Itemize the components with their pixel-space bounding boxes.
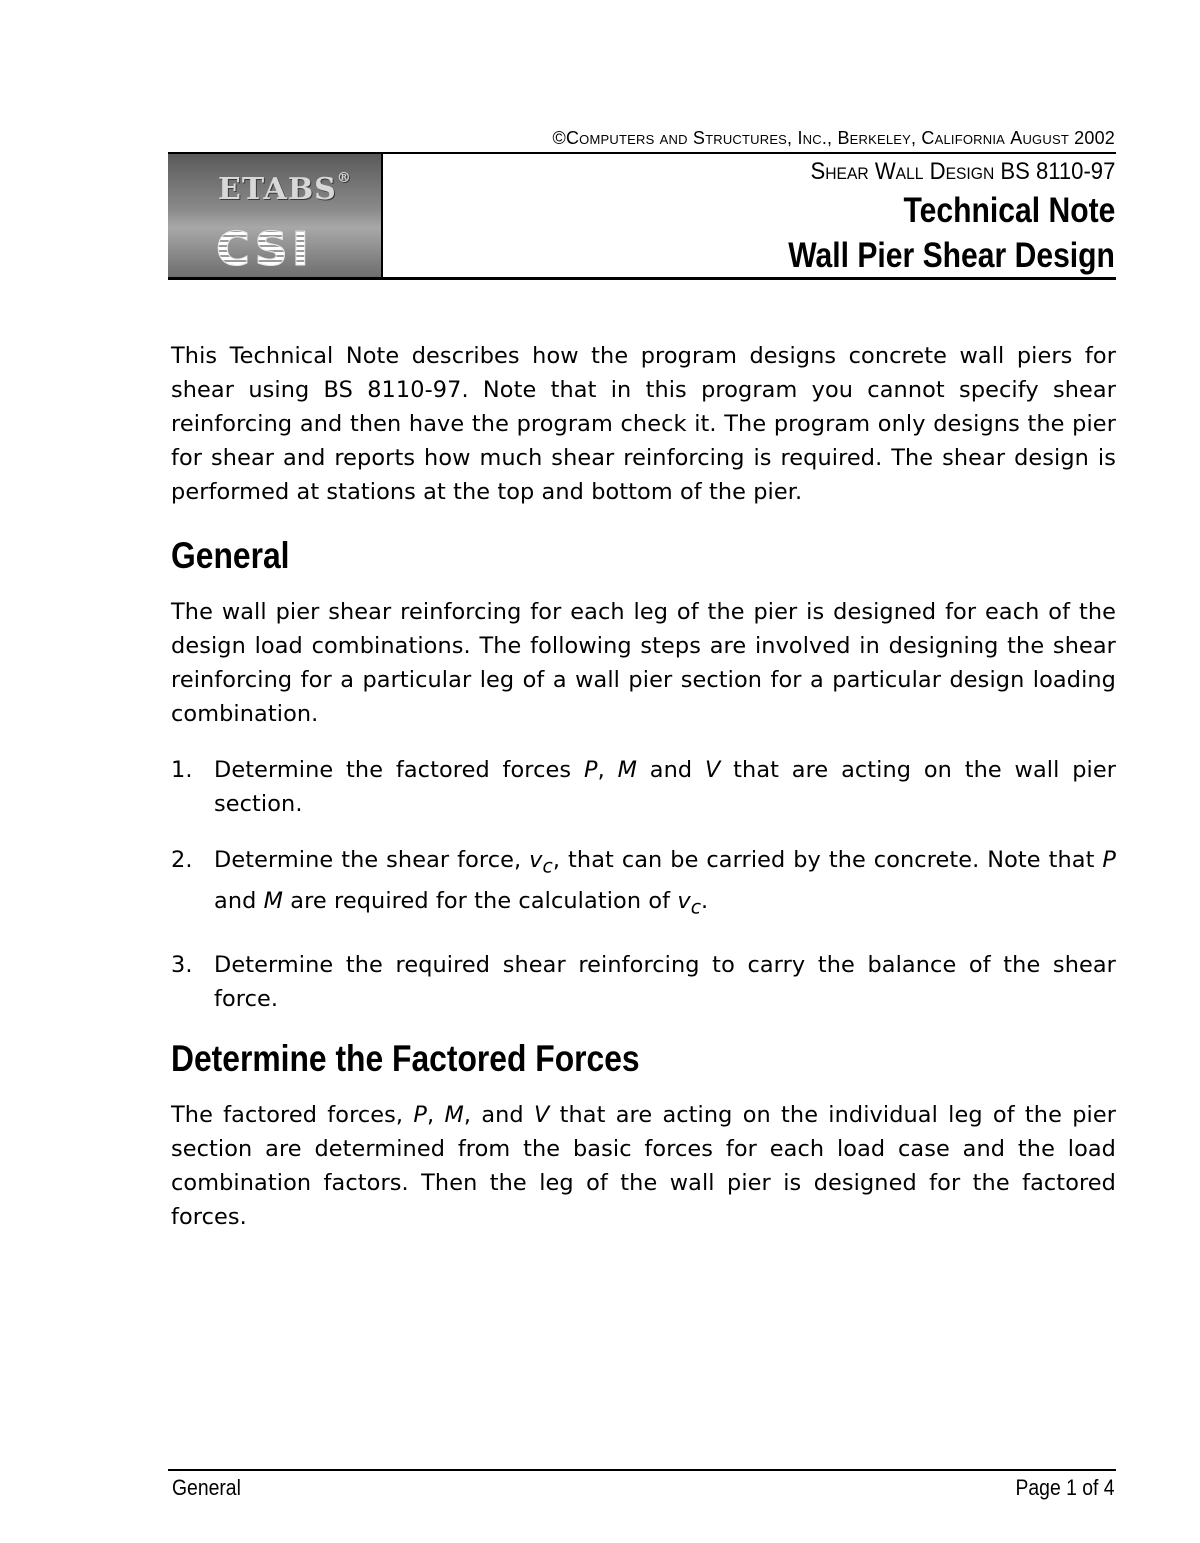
copyright-text: Computers and Structures, Inc., Berkeley, California	[565, 128, 1006, 148]
document-title-line1: Technical Note	[903, 191, 1115, 230]
document-series: Shear Wall Design BS 8110-97	[810, 158, 1115, 185]
footer-section-name: General	[172, 1475, 241, 1500]
footer-rule	[168, 1469, 1116, 1471]
document-title-line2: Wall Pier Shear Design	[788, 236, 1115, 275]
header-bottom-rule	[168, 277, 1116, 280]
list-item: 2. Determine the shear force, $v_c$, that can be carried by the concrete. Note that P and M are required for the calculation of $v_c$.	[171, 847, 1117, 919]
copyright-line	[415, 128, 1115, 149]
footer-page-number: Page 1 of 4	[1015, 1475, 1115, 1500]
document-body	[171, 339, 1116, 1234]
section-heading-factored-forces: Determine the Factored Forces	[171, 1037, 640, 1079]
intro-paragraph: This Technical Note describes how the program designs concrete wall piers for shear using BS 8110-97. Note that in this program you cannot specify shear reinforcing and then have the program check it. The program only designs the pier for shear and reports how much shear reinforcing is required. The shear design is performed at stations at the top and bottom of the pier.	[171, 343, 1116, 505]
design-steps-list	[171, 753, 1116, 1016]
section-heading-general: General	[171, 535, 290, 576]
general-paragraph: The wall pier shear reinforcing for each leg of the pier is designed for each of the design load combinations. The following steps are involved in designing the shear reinforcing for a particular leg of a wall pier section for a particular design loading combination.	[171, 599, 1116, 727]
csi-logo-text: CSI	[216, 222, 313, 276]
list-item: 3. Determine the required shear reinforcing to carry the balance of the shear force.	[171, 951, 1116, 1012]
factored-forces-paragraph: The factored forces, P, M, and V that are acting on the individual leg of the pier section are determined from the basic forces for each load case and the load combination factors. Then the leg of the wall pier is designed for the factored forces.	[171, 1101, 1117, 1230]
copyright-symbol: ©	[552, 128, 566, 148]
etabs-csi-logo	[168, 154, 383, 277]
etabs-logo-text: ETABS®	[218, 170, 352, 207]
list-item: 1. Determine the factored forces P, M and V that are acting on the wall pier section.	[171, 757, 1117, 817]
copyright-date: August 2002	[1010, 128, 1115, 148]
